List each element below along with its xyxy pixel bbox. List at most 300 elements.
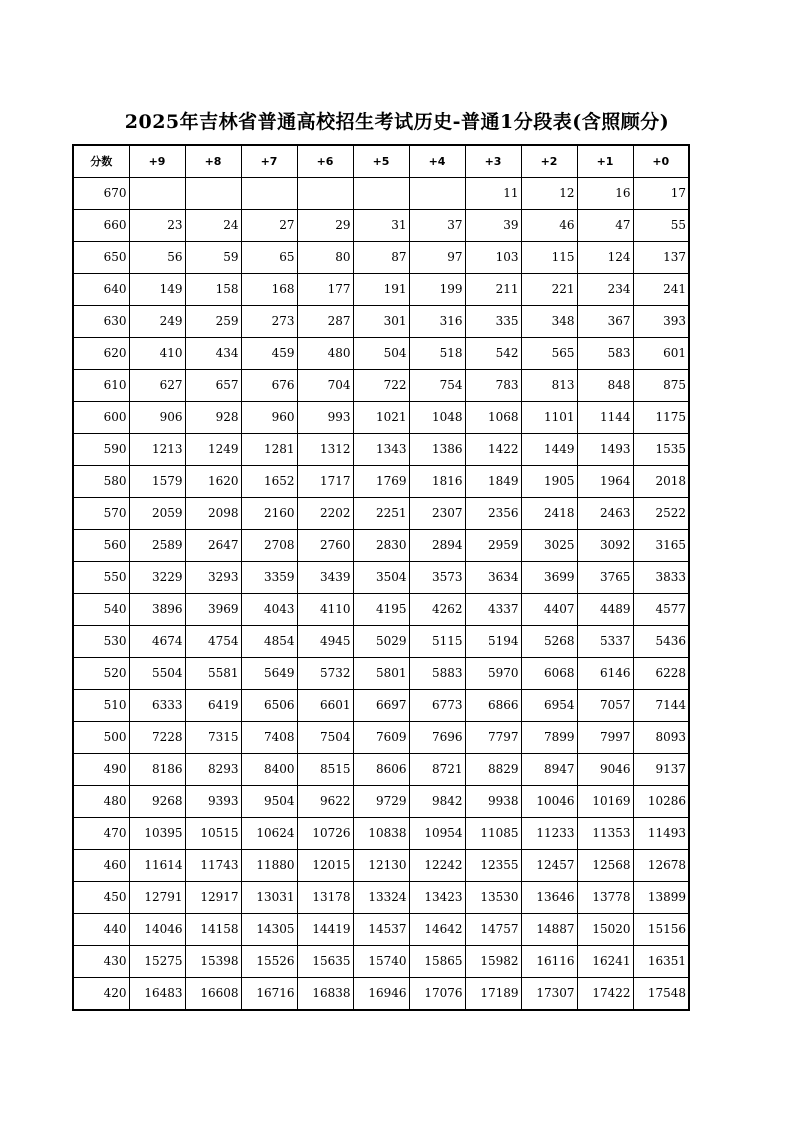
table-row <box>73 914 689 946</box>
count-cell: 4262 <box>409 594 465 626</box>
count-cell: 3439 <box>297 562 353 594</box>
count-cell: 12130 <box>353 850 409 882</box>
count-cell: 12568 <box>577 850 633 882</box>
count-cell: 10395 <box>129 818 185 850</box>
count-cell: 6333 <box>129 690 185 722</box>
count-cell: 8093 <box>633 722 689 754</box>
count-cell: 8400 <box>241 754 297 786</box>
count-cell: 316 <box>409 306 465 338</box>
count-cell: 1068 <box>465 402 521 434</box>
count-cell: 1175 <box>633 402 689 434</box>
count-cell: 1849 <box>465 466 521 498</box>
count-cell: 4337 <box>465 594 521 626</box>
count-cell: 14757 <box>465 914 521 946</box>
count-cell: 5581 <box>185 658 241 690</box>
count-cell: 11233 <box>521 818 577 850</box>
count-cell: 906 <box>129 402 185 434</box>
count-cell: 704 <box>297 370 353 402</box>
count-cell: 2708 <box>241 530 297 562</box>
header-score: 分数 <box>73 145 129 178</box>
count-cell: 8721 <box>409 754 465 786</box>
table-row <box>73 338 689 370</box>
count-cell: 4110 <box>297 594 353 626</box>
count-cell: 24 <box>185 210 241 242</box>
table-row <box>73 658 689 690</box>
header-plus4: +4 <box>409 145 465 178</box>
count-cell: 1905 <box>521 466 577 498</box>
score-cell: 640 <box>73 274 129 306</box>
count-cell: 1249 <box>185 434 241 466</box>
header-row <box>73 145 689 178</box>
score-cell: 550 <box>73 562 129 594</box>
count-cell: 2894 <box>409 530 465 562</box>
count-cell: 287 <box>297 306 353 338</box>
header-plus9: +9 <box>129 145 185 178</box>
table-row <box>73 626 689 658</box>
table-row <box>73 210 689 242</box>
count-cell: 6228 <box>633 658 689 690</box>
count-cell: 2307 <box>409 498 465 530</box>
count-cell: 8606 <box>353 754 409 786</box>
table-row <box>73 498 689 530</box>
score-cell: 620 <box>73 338 129 370</box>
count-cell: 7315 <box>185 722 241 754</box>
score-cell: 430 <box>73 946 129 978</box>
score-cell: 420 <box>73 978 129 1011</box>
count-cell: 9046 <box>577 754 633 786</box>
count-cell: 17189 <box>465 978 521 1011</box>
count-cell: 11880 <box>241 850 297 882</box>
count-cell: 993 <box>297 402 353 434</box>
table-row <box>73 306 689 338</box>
count-cell: 627 <box>129 370 185 402</box>
count-cell: 3229 <box>129 562 185 594</box>
count-cell: 11743 <box>185 850 241 882</box>
count-cell: 12917 <box>185 882 241 914</box>
count-cell: 15275 <box>129 946 185 978</box>
score-cell: 570 <box>73 498 129 530</box>
count-cell: 7696 <box>409 722 465 754</box>
table-row <box>73 882 689 914</box>
count-cell: 335 <box>465 306 521 338</box>
count-cell: 2018 <box>633 466 689 498</box>
count-cell: 5732 <box>297 658 353 690</box>
count-cell: 103 <box>465 242 521 274</box>
count-cell: 783 <box>465 370 521 402</box>
count-cell: 1717 <box>297 466 353 498</box>
count-cell: 410 <box>129 338 185 370</box>
count-cell: 8186 <box>129 754 185 786</box>
count-cell: 1620 <box>185 466 241 498</box>
count-cell: 2760 <box>297 530 353 562</box>
table-row <box>73 594 689 626</box>
count-cell: 249 <box>129 306 185 338</box>
count-cell: 6954 <box>521 690 577 722</box>
score-cell: 670 <box>73 178 129 210</box>
count-cell: 17076 <box>409 978 465 1011</box>
count-cell: 15982 <box>465 946 521 978</box>
count-cell: 10286 <box>633 786 689 818</box>
table-row <box>73 946 689 978</box>
count-cell: 39 <box>465 210 521 242</box>
count-cell: 115 <box>521 242 577 274</box>
count-cell: 15865 <box>409 946 465 978</box>
count-cell: 191 <box>353 274 409 306</box>
count-cell: 6506 <box>241 690 297 722</box>
count-cell: 5504 <box>129 658 185 690</box>
count-cell: 3969 <box>185 594 241 626</box>
count-cell: 657 <box>185 370 241 402</box>
count-cell: 15020 <box>577 914 633 946</box>
count-cell: 17307 <box>521 978 577 1011</box>
count-cell: 12355 <box>465 850 521 882</box>
count-cell: 1213 <box>129 434 185 466</box>
count-cell: 3765 <box>577 562 633 594</box>
count-cell: 11 <box>465 178 521 210</box>
count-cell: 16716 <box>241 978 297 1011</box>
count-cell: 13778 <box>577 882 633 914</box>
count-cell: 1048 <box>409 402 465 434</box>
count-cell: 3634 <box>465 562 521 594</box>
count-cell: 12791 <box>129 882 185 914</box>
count-cell: 5649 <box>241 658 297 690</box>
count-cell: 199 <box>409 274 465 306</box>
score-cell: 660 <box>73 210 129 242</box>
count-cell <box>353 178 409 210</box>
count-cell: 2356 <box>465 498 521 530</box>
count-cell: 10954 <box>409 818 465 850</box>
count-cell: 813 <box>521 370 577 402</box>
count-cell: 875 <box>633 370 689 402</box>
table-row <box>73 530 689 562</box>
count-cell: 3699 <box>521 562 577 594</box>
count-cell: 97 <box>409 242 465 274</box>
score-cell: 560 <box>73 530 129 562</box>
count-cell: 542 <box>465 338 521 370</box>
table-row <box>73 434 689 466</box>
count-cell: 12 <box>521 178 577 210</box>
count-cell: 459 <box>241 338 297 370</box>
count-cell: 676 <box>241 370 297 402</box>
count-cell: 10624 <box>241 818 297 850</box>
count-cell: 7797 <box>465 722 521 754</box>
count-cell: 16838 <box>297 978 353 1011</box>
count-cell: 393 <box>633 306 689 338</box>
count-cell: 4043 <box>241 594 297 626</box>
count-cell: 46 <box>521 210 577 242</box>
header-plus8: +8 <box>185 145 241 178</box>
count-cell: 7997 <box>577 722 633 754</box>
count-cell: 10726 <box>297 818 353 850</box>
count-cell: 259 <box>185 306 241 338</box>
table-row <box>73 466 689 498</box>
count-cell: 15398 <box>185 946 241 978</box>
count-cell: 37 <box>409 210 465 242</box>
count-cell: 8293 <box>185 754 241 786</box>
count-cell: 7504 <box>297 722 353 754</box>
count-cell: 137 <box>633 242 689 274</box>
count-cell: 7057 <box>577 690 633 722</box>
score-cell: 530 <box>73 626 129 658</box>
count-cell: 367 <box>577 306 633 338</box>
count-cell: 2522 <box>633 498 689 530</box>
table-row <box>73 754 689 786</box>
table-header <box>73 145 689 178</box>
count-cell: 14887 <box>521 914 577 946</box>
count-cell: 59 <box>185 242 241 274</box>
count-cell: 5337 <box>577 626 633 658</box>
count-cell: 8947 <box>521 754 577 786</box>
count-cell: 16946 <box>353 978 409 1011</box>
count-cell: 11085 <box>465 818 521 850</box>
count-cell: 16 <box>577 178 633 210</box>
count-cell: 1535 <box>633 434 689 466</box>
count-cell: 13031 <box>241 882 297 914</box>
score-cell: 520 <box>73 658 129 690</box>
count-cell: 5801 <box>353 658 409 690</box>
count-cell: 23 <box>129 210 185 242</box>
count-cell: 14046 <box>129 914 185 946</box>
count-cell: 17548 <box>633 978 689 1011</box>
count-cell: 10169 <box>577 786 633 818</box>
count-cell: 158 <box>185 274 241 306</box>
count-cell: 1144 <box>577 402 633 434</box>
count-cell <box>297 178 353 210</box>
count-cell: 16608 <box>185 978 241 1011</box>
count-cell <box>409 178 465 210</box>
score-cell: 490 <box>73 754 129 786</box>
score-cell: 440 <box>73 914 129 946</box>
count-cell: 565 <box>521 338 577 370</box>
count-cell: 273 <box>241 306 297 338</box>
count-cell: 168 <box>241 274 297 306</box>
count-cell: 15740 <box>353 946 409 978</box>
count-cell <box>129 178 185 210</box>
table-row <box>73 274 689 306</box>
count-cell: 4195 <box>353 594 409 626</box>
count-cell: 504 <box>353 338 409 370</box>
count-cell: 14305 <box>241 914 297 946</box>
count-cell: 10515 <box>185 818 241 850</box>
count-cell: 754 <box>409 370 465 402</box>
count-cell: 7144 <box>633 690 689 722</box>
count-cell: 12242 <box>409 850 465 882</box>
count-cell: 2589 <box>129 530 185 562</box>
count-cell: 1281 <box>241 434 297 466</box>
count-cell: 29 <box>297 210 353 242</box>
count-cell: 2251 <box>353 498 409 530</box>
count-cell: 11614 <box>129 850 185 882</box>
count-cell: 6419 <box>185 690 241 722</box>
count-cell: 2647 <box>185 530 241 562</box>
count-cell: 4854 <box>241 626 297 658</box>
count-cell: 1652 <box>241 466 297 498</box>
count-cell: 7609 <box>353 722 409 754</box>
table-row <box>73 370 689 402</box>
count-cell: 2059 <box>129 498 185 530</box>
count-cell: 13899 <box>633 882 689 914</box>
table-row <box>73 722 689 754</box>
count-cell: 87 <box>353 242 409 274</box>
count-cell: 4577 <box>633 594 689 626</box>
count-cell: 301 <box>353 306 409 338</box>
count-cell: 7228 <box>129 722 185 754</box>
count-cell: 13178 <box>297 882 353 914</box>
count-cell: 1769 <box>353 466 409 498</box>
count-cell: 15526 <box>241 946 297 978</box>
count-cell: 4945 <box>297 626 353 658</box>
count-cell: 9622 <box>297 786 353 818</box>
header-plus6: +6 <box>297 145 353 178</box>
count-cell: 960 <box>241 402 297 434</box>
count-cell <box>241 178 297 210</box>
table-row <box>73 402 689 434</box>
count-cell: 9393 <box>185 786 241 818</box>
table-row <box>73 178 689 210</box>
count-cell: 2418 <box>521 498 577 530</box>
table-body <box>73 178 689 1011</box>
page-title: 2025年吉林省普通高校招生考试历史-普通1分段表(含照顾分) <box>124 111 670 133</box>
count-cell: 722 <box>353 370 409 402</box>
count-cell: 65 <box>241 242 297 274</box>
score-cell: 650 <box>73 242 129 274</box>
count-cell: 9938 <box>465 786 521 818</box>
count-cell: 6697 <box>353 690 409 722</box>
count-cell: 3025 <box>521 530 577 562</box>
table-row <box>73 818 689 850</box>
count-cell: 3573 <box>409 562 465 594</box>
count-cell: 31 <box>353 210 409 242</box>
score-cell: 510 <box>73 690 129 722</box>
count-cell: 3504 <box>353 562 409 594</box>
count-cell: 1449 <box>521 434 577 466</box>
count-cell: 15635 <box>297 946 353 978</box>
count-cell: 16116 <box>521 946 577 978</box>
count-cell: 3092 <box>577 530 633 562</box>
count-cell: 1386 <box>409 434 465 466</box>
count-cell: 14419 <box>297 914 353 946</box>
count-cell: 1101 <box>521 402 577 434</box>
count-cell: 1964 <box>577 466 633 498</box>
score-cell: 500 <box>73 722 129 754</box>
count-cell: 5029 <box>353 626 409 658</box>
header-plus1: +1 <box>577 145 633 178</box>
score-cell: 590 <box>73 434 129 466</box>
count-cell: 17422 <box>577 978 633 1011</box>
score-cell: 540 <box>73 594 129 626</box>
count-cell: 234 <box>577 274 633 306</box>
count-cell: 11353 <box>577 818 633 850</box>
count-cell: 12015 <box>297 850 353 882</box>
count-cell: 16483 <box>129 978 185 1011</box>
count-cell: 1493 <box>577 434 633 466</box>
count-cell: 13646 <box>521 882 577 914</box>
count-cell: 6146 <box>577 658 633 690</box>
count-cell: 221 <box>521 274 577 306</box>
count-cell: 6601 <box>297 690 353 722</box>
header-plus7: +7 <box>241 145 297 178</box>
count-cell: 8829 <box>465 754 521 786</box>
count-cell: 56 <box>129 242 185 274</box>
count-cell: 2202 <box>297 498 353 530</box>
count-cell: 12678 <box>633 850 689 882</box>
count-cell: 13530 <box>465 882 521 914</box>
count-cell: 1816 <box>409 466 465 498</box>
count-cell: 4674 <box>129 626 185 658</box>
count-cell: 149 <box>129 274 185 306</box>
count-cell: 14158 <box>185 914 241 946</box>
table-row <box>73 690 689 722</box>
count-cell: 1579 <box>129 466 185 498</box>
count-cell: 601 <box>633 338 689 370</box>
count-cell: 6773 <box>409 690 465 722</box>
count-cell: 1312 <box>297 434 353 466</box>
count-cell: 9842 <box>409 786 465 818</box>
score-cell: 480 <box>73 786 129 818</box>
score-distribution-table <box>72 144 690 1011</box>
count-cell: 241 <box>633 274 689 306</box>
header-plus0: +0 <box>633 145 689 178</box>
count-cell: 4489 <box>577 594 633 626</box>
score-cell: 580 <box>73 466 129 498</box>
count-cell: 3359 <box>241 562 297 594</box>
count-cell: 16241 <box>577 946 633 978</box>
count-cell: 6866 <box>465 690 521 722</box>
count-cell: 80 <box>297 242 353 274</box>
count-cell: 12457 <box>521 850 577 882</box>
count-cell: 3165 <box>633 530 689 562</box>
count-cell: 5268 <box>521 626 577 658</box>
count-cell: 3293 <box>185 562 241 594</box>
score-cell: 450 <box>73 882 129 914</box>
count-cell: 177 <box>297 274 353 306</box>
count-cell: 9504 <box>241 786 297 818</box>
count-cell: 14642 <box>409 914 465 946</box>
count-cell: 5883 <box>409 658 465 690</box>
count-cell: 434 <box>185 338 241 370</box>
table-row <box>73 562 689 594</box>
table-row <box>73 978 689 1011</box>
score-cell: 630 <box>73 306 129 338</box>
count-cell <box>185 178 241 210</box>
table-row <box>73 850 689 882</box>
count-cell: 9268 <box>129 786 185 818</box>
score-cell: 610 <box>73 370 129 402</box>
count-cell: 27 <box>241 210 297 242</box>
count-cell: 16351 <box>633 946 689 978</box>
count-cell: 1021 <box>353 402 409 434</box>
count-cell: 7408 <box>241 722 297 754</box>
count-cell: 1422 <box>465 434 521 466</box>
score-cell: 470 <box>73 818 129 850</box>
count-cell: 4407 <box>521 594 577 626</box>
count-cell: 5970 <box>465 658 521 690</box>
count-cell: 10838 <box>353 818 409 850</box>
table-row <box>73 786 689 818</box>
count-cell: 15156 <box>633 914 689 946</box>
count-cell: 10046 <box>521 786 577 818</box>
count-cell: 583 <box>577 338 633 370</box>
count-cell: 4754 <box>185 626 241 658</box>
count-cell: 2098 <box>185 498 241 530</box>
count-cell: 2830 <box>353 530 409 562</box>
header-plus3: +3 <box>465 145 521 178</box>
count-cell: 5436 <box>633 626 689 658</box>
header-plus2: +2 <box>521 145 577 178</box>
count-cell: 17 <box>633 178 689 210</box>
count-cell: 2160 <box>241 498 297 530</box>
count-cell: 13324 <box>353 882 409 914</box>
